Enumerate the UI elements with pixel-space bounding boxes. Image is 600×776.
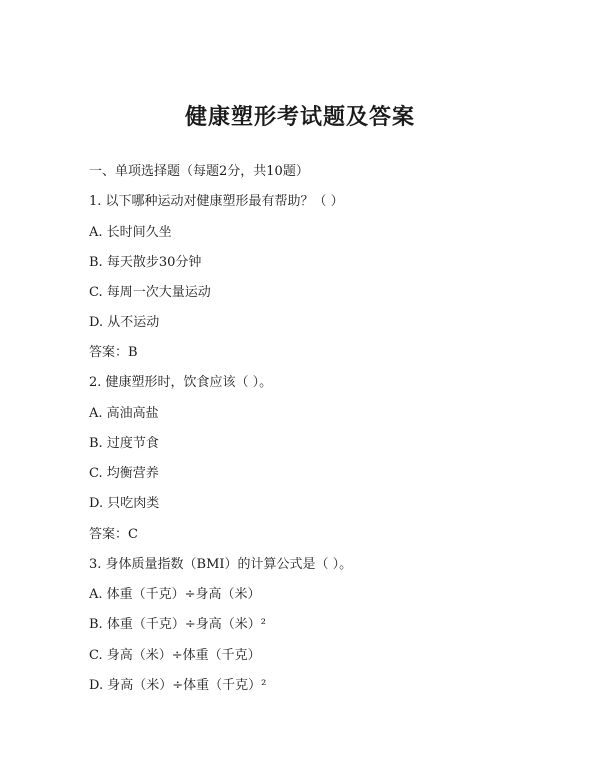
question-1-option-c: C. 每周一次大量运动 (89, 285, 211, 300)
question-2-option-a: A. 高油高盐 (89, 406, 159, 421)
question-3-stem: 3. 身体质量指数（BMI）的计算公式是（ ）。 (89, 557, 353, 572)
question-3-option-c: C. 身高（米）÷体重（千克） (89, 648, 261, 663)
question-2-option-d: D. 只吃肉类 (89, 496, 160, 511)
question-3-option-a: A. 体重（千克）÷身高（米） (89, 587, 261, 602)
question-2-option-c: C. 均衡营养 (89, 466, 159, 481)
question-1-answer: 答案：B (89, 345, 138, 360)
section-heading: 一、单项选择题（每题2分，共10题） (89, 164, 309, 179)
question-3-option-b: B. 体重（千克）÷身高（米）² (89, 617, 266, 632)
question-2-option-b: B. 过度节食 (89, 436, 159, 451)
question-2-stem: 2. 健康塑形时，饮食应该（ ）。 (89, 375, 273, 390)
question-3-option-d: D. 身高（米）÷体重（千克）² (89, 678, 267, 693)
question-1-option-d: D. 从不运动 (89, 315, 160, 330)
question-1-option-a: A. 长时间久坐 (89, 225, 172, 240)
document-title: 健康塑形考试题及答案 (184, 104, 415, 130)
question-1-option-b: B. 每天散步30分钟 (89, 255, 202, 270)
question-2-answer: 答案：C (89, 527, 138, 542)
question-1-stem: 1. 以下哪种运动对健康塑形最有帮助？（ ） (89, 194, 344, 209)
